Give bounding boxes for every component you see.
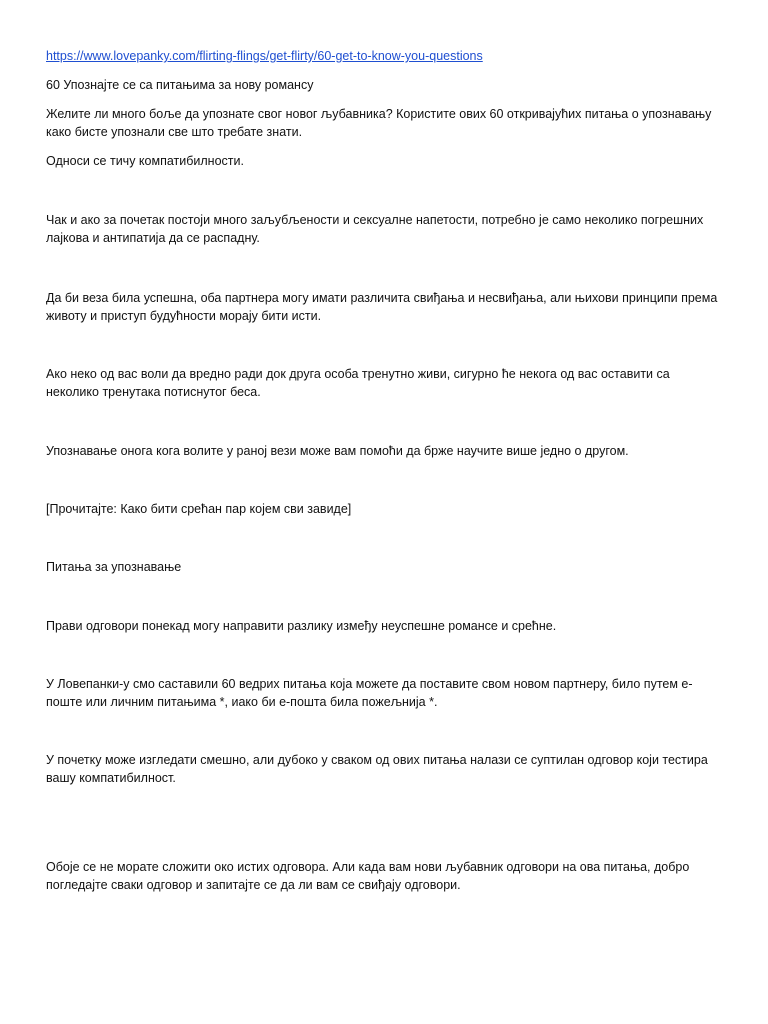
paragraph: Обоје се не морате сложити око истих одговора. Али када вам нови љубавник одговори на ова питања, добро погледајте сваки одговор и запитајте се да ли вам се свиђају одговори. <box>46 860 690 892</box>
paragraph: Желите ли много боље да упознате свог новог љубавника? Користите ових 60 откривајућих питања о упознавању како бисте упознали све што требате знати. <box>46 107 712 139</box>
paragraph: Чак и ако за почетак постоји много заљубљености и сексуалне напетости, потребно је само неколико погрешних лајкова и антипатија да се распадну. <box>46 213 704 245</box>
paragraph: У почетку може изгледати смешно, али дубоко у сваком од ових питања налази се суптилан одговор који тестира вашу компатибилност. <box>46 753 708 785</box>
paragraph: Упознавање онога кога волите у раној вези може вам помоћи да брже научите више једно о другом. <box>46 444 629 458</box>
paragraph: Односи се тичу компатибилности. <box>46 154 244 168</box>
paragraph: Ако неко од вас воли да вредно ради док друга особа тренутно живи, сигурно ће некога од вас оставити са неколико тренутака потиснутог беса. <box>46 367 670 399</box>
paragraph: Прави одговори понекад могу направити разлику између неуспешне романсе и срећне. <box>46 619 557 633</box>
paragraph: [Прочитајте: Како бити срећан пар којем сви завиде] <box>46 502 352 516</box>
paragraph: Да би веза била успешна, оба партнера могу имати различита свиђања и несвиђања, али њихови принципи према животу и приступ будућности морају бити исти. <box>46 291 718 323</box>
source-link[interactable]: https://www.lovepanky.com/flirting-flings/get-flirty/60-get-to-know-you-questions <box>46 49 483 63</box>
section-heading: Питања за упознавање <box>46 560 182 574</box>
paragraph: У Ловепанки-у смо саставили 60 ведрих питања која можете да поставите свом новом партнеру, било путем е-поште или личним питањима *, иако би е-пошта била пожељнија *. <box>46 677 693 709</box>
document-title: 60 Упознајте се са питањима за нову романсу <box>46 78 314 92</box>
